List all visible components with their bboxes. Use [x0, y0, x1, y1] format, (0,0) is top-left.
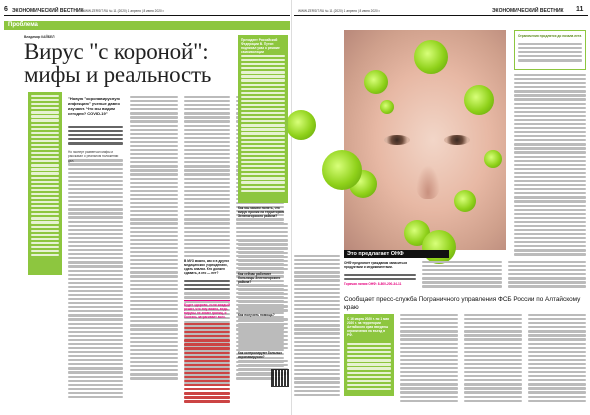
- right-masthead: ЭКОНОМИЧЕСКИЙ ВЕСТНИК: [492, 8, 564, 14]
- virus-particle: [484, 150, 502, 168]
- virus-particle: [380, 100, 394, 114]
- onf-offer-lead: ОНФ предлагает гражданам запаситься продуктами и медикаментами.: [344, 261, 408, 270]
- right-page: [238, 0, 590, 415]
- qa-question-2: Как сейчас работают больницы Зеленогорского района?: [238, 271, 281, 285]
- green-column-lead: Президент Российской Федерации В. Путин подписал указ о режиме самоизоляции: [241, 38, 280, 55]
- right-eye: [444, 135, 470, 145]
- qa-question-4: Как контролируют больных коронавирусом?: [238, 351, 283, 360]
- qa-question-3: Как получить помощь?: [238, 313, 275, 318]
- right-col-box-title: Ограничения продлятся до начала лета: [518, 34, 582, 38]
- right-page-number: 11: [576, 6, 584, 13]
- border-service-block: [344, 296, 586, 411]
- border-col-4: [528, 314, 586, 404]
- border-service-title: Сообщает пресс-служба Пограничного управления ФСБ России по Алтайскому краю: [344, 296, 581, 311]
- onf-offer-col-3: [508, 261, 586, 290]
- border-green-box: [344, 314, 394, 396]
- right-green-column: [238, 35, 288, 203]
- border-col-3: [464, 314, 522, 404]
- pink-callout-text: Будет здорово, если каждый решит, что ему важно, ведь вирусы не знают границ, и болезнь затрагивает всех.: [184, 303, 230, 320]
- left-page-number: 6: [4, 6, 8, 13]
- col3-highlight: В МУЗ можно, как и в других медицинских учреждениях, сдать анализ. Кто должен сдавать, а кто — нет?: [184, 259, 230, 276]
- virus-face-photo: [344, 30, 506, 250]
- intro-green-column: [28, 92, 62, 275]
- border-col-2: [400, 314, 458, 404]
- virus-particle: [454, 190, 476, 212]
- headline: [24, 40, 254, 86]
- onf-offer-title: Это предлагает ОНФ: [347, 251, 404, 257]
- right-masthead-meta: WWW.ZERSIT.RU № 11 (2020) 1 апреля | 8 июня 2020 г.: [298, 9, 381, 13]
- virus-particle: [414, 40, 448, 74]
- onf-offer-col-2: [422, 261, 502, 290]
- virus-particle: [286, 110, 316, 140]
- right-col-box: [514, 30, 586, 70]
- onf-offer-body: [344, 261, 416, 287]
- left-masthead-meta: WWW.ZERSIT.RU № 11 (2020) 1 апреля | 8 июня 2020 г.: [82, 9, 165, 13]
- headline-line-1: Вирус "с короной":: [24, 39, 209, 64]
- qa-question-1: Как мы можем понять, что вирус проник на территорию Зеленогорского района?: [238, 206, 285, 219]
- byline: Владимир КАЙБЕЛ: [24, 35, 55, 39]
- pink-callout: [184, 300, 230, 410]
- section-bar: Проблема: [4, 21, 290, 30]
- virus-particle: [322, 150, 362, 190]
- left-header-rule: [4, 15, 290, 16]
- border-service-lead: С 16 марта 2020 г. по 1 мая 2020 г. на территории Алтайского края введены ограничения на въезд в РФ.: [347, 317, 389, 338]
- article-column-2: [68, 96, 123, 400]
- left-masthead: ЭКОНОМИЧЕСКИЙ ВЕСТНИК: [12, 8, 84, 14]
- left-eye: [384, 135, 410, 145]
- right-header-rule: [294, 15, 588, 16]
- onf-offer-footnote: Горячая линия ОНФ: 8-800-200-34-11: [344, 282, 402, 287]
- right-article-column-2: [294, 255, 340, 398]
- lead-quote: "Новую "коронавирусную инфекцию" ученые давно изучают. Что мы видим сегодня? COVID-19": [68, 96, 120, 116]
- col2-intro: Но эксперт развенчал мифы и рассказал о реальном положении дел.: [68, 150, 119, 163]
- virus-particle: [364, 70, 388, 94]
- qa-sidebar: [238, 206, 288, 376]
- nose-shadow: [416, 165, 440, 199]
- onf-offer-block: [344, 250, 586, 292]
- article-column-3: [130, 96, 178, 381]
- headline-line-2: мифы и реальность: [24, 62, 212, 87]
- virus-particle: [464, 85, 494, 115]
- qr-code: [272, 370, 288, 386]
